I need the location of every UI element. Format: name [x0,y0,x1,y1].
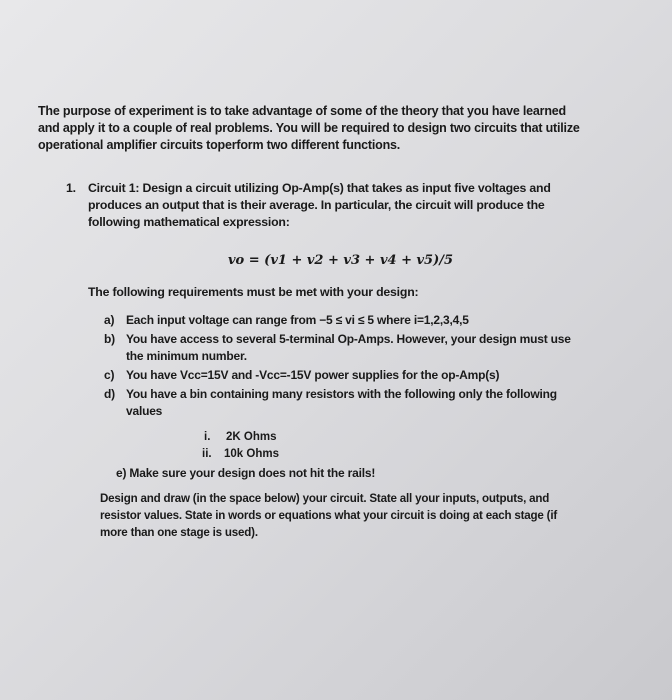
intro-line-2: and apply it to a couple of real problems. You will be required to design two circuits that utilize [38,121,580,135]
requirement-label: b) [104,332,115,346]
design-line-1: Design and draw (in the space below) your circuit. State all your inputs, outputs, and [100,492,550,505]
roman-numeral: i. [204,431,211,443]
design-line-2: resistor values. State in words or equations what your circuit is doing at each stage (if [100,509,558,522]
requirements-heading: The following requirements must be met with your design: [88,285,419,299]
intro-paragraph [38,103,638,154]
requirement-text-cont: the minimum number. [126,349,247,363]
circuit-1-line-2: produces an output that is their average. In particular, the circuit will produce the [88,198,545,212]
resistor-value: 10k Ohms [224,448,279,460]
design-line-3: more than one stage is used). [100,526,258,539]
requirement-label: e) [116,466,127,480]
requirement-label: c) [104,368,115,382]
requirement-text: You have Vcc=15V and -Vcc=-15V power supplies for the op-Amp(s) [126,368,500,382]
requirement-d [104,386,634,420]
resistor-value: 2K Ohms [226,431,277,443]
requirement-text: You have a bin containing many resistors with the following only the following [126,387,557,401]
requirements-list [104,312,634,422]
requirement-text-cont: values [126,404,163,418]
requirement-e [116,466,375,480]
intro-line-3: operational amplifier circuits toperform two different functions. [38,138,401,152]
requirement-label: d) [104,387,115,401]
item-number: 1. [66,181,76,195]
requirement-label: a) [104,313,115,327]
circuit-1-item [66,180,626,231]
requirement-c [104,367,634,384]
circuit-1-line-3: following mathematical expression: [88,215,290,229]
intro-line-1: The purpose of experiment is to take advantage of some of the theory that you have learned [38,104,566,118]
requirement-text: Each input voltage can range from −5 ≤ vi ≤ 5 where i=1,2,3,4,5 [126,313,469,327]
requirement-a [104,312,634,329]
requirement-text: You have access to several 5-terminal Op-Amps. However, your design must use [126,332,571,346]
average-formula: vo = (v1 + v2 + v3 + v4 + v5)/5 [228,253,454,268]
circuit-1-line-1: Circuit 1: Design a circuit utilizing Op-Amp(s) that takes as input five voltages and [88,181,551,195]
resistor-value-item [202,448,279,460]
requirement-b [104,331,634,365]
resistor-value-item [204,431,277,443]
requirement-text: Make sure your design does not hit the rails! [129,466,376,480]
design-instructions [100,490,640,541]
roman-numeral: ii. [202,448,212,460]
